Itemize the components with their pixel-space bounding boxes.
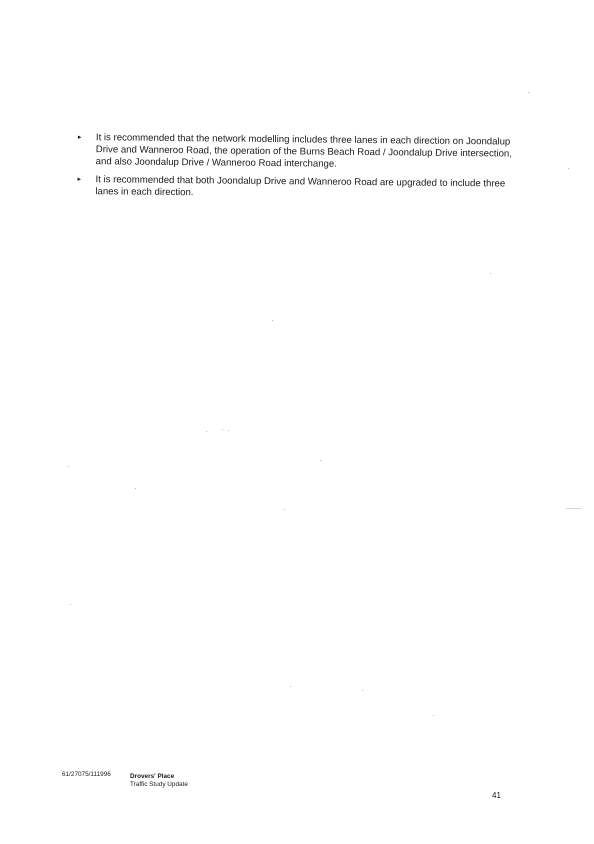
scan-speck — [568, 168, 569, 169]
scan-speck — [206, 431, 207, 432]
scan-speck — [433, 715, 434, 716]
document-reference: 61/27075/111996 — [62, 771, 111, 778]
scan-speck — [290, 686, 291, 687]
scan-speck — [70, 604, 71, 605]
bullet-arrow-icon: ▸ — [77, 133, 82, 142]
scan-speck — [272, 320, 273, 321]
scan-speck — [135, 488, 136, 489]
recommendation-text: It is recommended that the network modelling includes three lanes in each direction on Joondalup Drive and Wanneroo Road, the operation of the Burns Beach Road / Joondalup Drive intersection, and also Joondalup Drive / Wanneroo Road interchange. — [95, 132, 513, 171]
bullet-arrow-icon: ▸ — [77, 175, 82, 183]
scan-speck — [528, 92, 529, 93]
page-number: 41 — [492, 791, 501, 800]
list-item — [77, 174, 517, 203]
scan-speck — [68, 466, 69, 467]
scan-speck — [284, 509, 285, 510]
scan-speck — [228, 430, 229, 431]
scan-mark — [566, 508, 582, 509]
recommendation-text: It is recommended that both Joondalup Drive and Wanneroo Road are upgraded to include three lanes in each direction. — [95, 173, 506, 199]
list-item — [78, 132, 518, 173]
project-name: Drovers' Place — [130, 773, 175, 780]
scan-speck — [490, 273, 491, 274]
recommendation-list — [77, 132, 518, 208]
scan-speck — [222, 429, 223, 430]
document-title: Traffic Study Update — [130, 781, 188, 788]
scan-speck — [362, 690, 363, 691]
footer-project-info — [130, 773, 188, 789]
scan-speck — [320, 460, 321, 461]
